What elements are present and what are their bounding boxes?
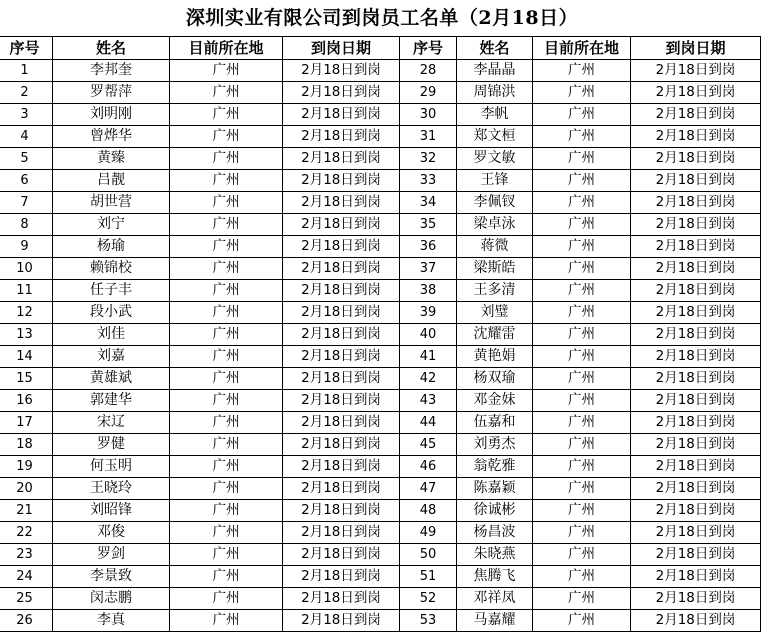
cell-no[interactable]: 45 xyxy=(400,434,457,456)
cell-no[interactable]: 51 xyxy=(400,566,457,588)
cell-location[interactable]: 广州 xyxy=(533,148,631,170)
cell-no[interactable]: 33 xyxy=(400,170,457,192)
cell-location[interactable]: 广州 xyxy=(170,412,283,434)
cell-date[interactable]: 2月18日到岗 xyxy=(631,412,761,434)
cell-location[interactable]: 广州 xyxy=(533,610,631,632)
cell-no[interactable]: 43 xyxy=(400,390,457,412)
cell-location[interactable]: 广州 xyxy=(170,478,283,500)
cell-name[interactable]: 蒋微 xyxy=(457,236,533,258)
cell-name[interactable]: 王锋 xyxy=(457,170,533,192)
cell-date[interactable]: 2月18日到岗 xyxy=(631,610,761,632)
cell-name[interactable]: 吕靓 xyxy=(53,170,170,192)
cell-no[interactable]: 38 xyxy=(400,280,457,302)
cell-location[interactable]: 广州 xyxy=(170,324,283,346)
table-row xyxy=(0,280,761,302)
cell-no[interactable]: 44 xyxy=(400,412,457,434)
cell-date[interactable]: 2月18日到岗 xyxy=(283,60,400,82)
cell-date[interactable]: 2月18日到岗 xyxy=(631,566,761,588)
cell-date[interactable]: 2月18日到岗 xyxy=(631,588,761,610)
cell-date[interactable]: 2月18日到岗 xyxy=(283,258,400,280)
cell-name[interactable]: 李邦奎 xyxy=(53,60,170,82)
cell-name[interactable]: 沈耀雷 xyxy=(457,324,533,346)
cell-date[interactable]: 2月18日到岗 xyxy=(283,82,400,104)
cell-no[interactable]: 46 xyxy=(400,456,457,478)
cell-location[interactable]: 广州 xyxy=(533,346,631,368)
table-row xyxy=(0,148,761,170)
cell-no[interactable]: 5 xyxy=(0,148,53,170)
cell-location[interactable]: 广州 xyxy=(533,236,631,258)
cell-location[interactable]: 广州 xyxy=(533,126,631,148)
cell-name[interactable]: 宋辽 xyxy=(53,412,170,434)
cell-no[interactable]: 18 xyxy=(0,434,53,456)
cell-no[interactable]: 16 xyxy=(0,390,53,412)
table-row xyxy=(0,104,761,126)
cell-no[interactable]: 12 xyxy=(0,302,53,324)
cell-date[interactable]: 2月18日到岗 xyxy=(283,368,400,390)
cell-no[interactable]: 7 xyxy=(0,192,53,214)
cell-no[interactable]: 8 xyxy=(0,214,53,236)
cell-name[interactable]: 刘勇杰 xyxy=(457,434,533,456)
cell-location[interactable]: 广州 xyxy=(533,368,631,390)
cell-no[interactable]: 47 xyxy=(400,478,457,500)
cell-no[interactable]: 30 xyxy=(400,104,457,126)
cell-date[interactable]: 2月18日到岗 xyxy=(283,566,400,588)
cell-name[interactable]: 邓俊 xyxy=(53,522,170,544)
cell-name[interactable]: 黄臻 xyxy=(53,148,170,170)
cell-location[interactable]: 广州 xyxy=(170,104,283,126)
table-row xyxy=(0,390,761,412)
table-row xyxy=(0,412,761,434)
cell-no[interactable]: 48 xyxy=(400,500,457,522)
header-cell-name[interactable]: 姓名 xyxy=(53,37,170,60)
header-cell-no-right[interactable]: 序号 xyxy=(400,37,457,60)
cell-name[interactable]: 赖锦校 xyxy=(53,258,170,280)
cell-location[interactable]: 广州 xyxy=(170,236,283,258)
table-row xyxy=(0,434,761,456)
table-row xyxy=(0,82,761,104)
cell-name[interactable]: 李帆 xyxy=(457,104,533,126)
header-cell-location-right[interactable]: 目前所在地 xyxy=(533,37,631,60)
cell-location[interactable]: 广州 xyxy=(170,346,283,368)
cell-name[interactable]: 段小武 xyxy=(53,302,170,324)
table-row xyxy=(0,566,761,588)
cell-date[interactable]: 2月18日到岗 xyxy=(283,104,400,126)
table-row xyxy=(0,456,761,478)
cell-date[interactable]: 2月18日到岗 xyxy=(631,434,761,456)
cell-no[interactable]: 36 xyxy=(400,236,457,258)
cell-no[interactable]: 3 xyxy=(0,104,53,126)
cell-location[interactable]: 广州 xyxy=(533,170,631,192)
cell-location[interactable]: 广州 xyxy=(533,214,631,236)
cell-date[interactable]: 2月18日到岗 xyxy=(631,500,761,522)
cell-location[interactable]: 广州 xyxy=(533,522,631,544)
cell-date[interactable]: 2月18日到岗 xyxy=(631,148,761,170)
cell-date[interactable]: 2月18日到岗 xyxy=(631,214,761,236)
cell-date[interactable]: 2月18日到岗 xyxy=(631,126,761,148)
cell-location[interactable]: 广州 xyxy=(533,544,631,566)
cell-date[interactable]: 2月18日到岗 xyxy=(631,82,761,104)
cell-date[interactable]: 2月18日到岗 xyxy=(631,280,761,302)
cell-name[interactable]: 郑文桓 xyxy=(457,126,533,148)
cell-name[interactable]: 刘璧 xyxy=(457,302,533,324)
cell-date[interactable]: 2月18日到岗 xyxy=(283,280,400,302)
cell-date[interactable]: 2月18日到岗 xyxy=(283,170,400,192)
cell-date[interactable]: 2月18日到岗 xyxy=(283,148,400,170)
table-row xyxy=(0,192,761,214)
cell-no[interactable]: 41 xyxy=(400,346,457,368)
cell-name[interactable]: 伍嘉和 xyxy=(457,412,533,434)
cell-location[interactable]: 广州 xyxy=(170,148,283,170)
cell-name[interactable]: 李晶晶 xyxy=(457,60,533,82)
cell-name[interactable]: 朱晓燕 xyxy=(457,544,533,566)
cell-location[interactable]: 广州 xyxy=(533,280,631,302)
cell-name[interactable]: 郭建华 xyxy=(53,390,170,412)
cell-no[interactable]: 32 xyxy=(400,148,457,170)
cell-location[interactable]: 广州 xyxy=(533,566,631,588)
cell-name[interactable]: 刘宁 xyxy=(53,214,170,236)
cell-location[interactable]: 广州 xyxy=(170,500,283,522)
cell-date[interactable]: 2月18日到岗 xyxy=(631,522,761,544)
cell-name[interactable]: 李佩钗 xyxy=(457,192,533,214)
cell-name[interactable]: 梁斯皓 xyxy=(457,258,533,280)
cell-no[interactable]: 14 xyxy=(0,346,53,368)
cell-date[interactable]: 2月18日到岗 xyxy=(631,236,761,258)
cell-location[interactable]: 广州 xyxy=(533,104,631,126)
cell-date[interactable]: 2月18日到岗 xyxy=(631,258,761,280)
cell-name[interactable]: 闵志鹏 xyxy=(53,588,170,610)
cell-date[interactable]: 2月18日到岗 xyxy=(283,522,400,544)
cell-date[interactable]: 2月18日到岗 xyxy=(631,544,761,566)
cell-name[interactable]: 杨昌波 xyxy=(457,522,533,544)
cell-name[interactable]: 罗健 xyxy=(53,434,170,456)
page-title: 深圳实业有限公司到岗员工名单（2月18日） xyxy=(185,7,579,29)
cell-no[interactable]: 25 xyxy=(0,588,53,610)
cell-date[interactable]: 2月18日到岗 xyxy=(283,500,400,522)
cell-no[interactable]: 4 xyxy=(0,126,53,148)
table-body xyxy=(0,60,761,632)
cell-location[interactable]: 广州 xyxy=(533,500,631,522)
cell-date[interactable]: 2月18日到岗 xyxy=(631,390,761,412)
cell-name[interactable]: 杨瑜 xyxy=(53,236,170,258)
cell-no[interactable]: 22 xyxy=(0,522,53,544)
table-row xyxy=(0,214,761,236)
table-row xyxy=(0,588,761,610)
cell-name[interactable]: 刘嘉 xyxy=(53,346,170,368)
cell-no[interactable]: 1 xyxy=(0,60,53,82)
cell-location[interactable]: 广州 xyxy=(170,214,283,236)
table-row xyxy=(0,522,761,544)
cell-no[interactable]: 42 xyxy=(400,368,457,390)
header-cell-no[interactable]: 序号 xyxy=(0,37,53,60)
cell-no[interactable]: 26 xyxy=(0,610,53,632)
table-row xyxy=(0,170,761,192)
cell-name[interactable]: 王多清 xyxy=(457,280,533,302)
header-cell-location[interactable]: 目前所在地 xyxy=(170,37,283,60)
table-row xyxy=(0,302,761,324)
cell-no[interactable]: 39 xyxy=(400,302,457,324)
cell-name[interactable]: 黄雄斌 xyxy=(53,368,170,390)
cell-name[interactable]: 翁乾雅 xyxy=(457,456,533,478)
cell-name[interactable]: 刘明刚 xyxy=(53,104,170,126)
cell-name[interactable]: 刘佳 xyxy=(53,324,170,346)
cell-location[interactable]: 广州 xyxy=(533,192,631,214)
cell-location[interactable]: 广州 xyxy=(170,566,283,588)
table-row xyxy=(0,544,761,566)
cell-location[interactable]: 广州 xyxy=(170,588,283,610)
cell-no[interactable]: 13 xyxy=(0,324,53,346)
cell-no[interactable]: 19 xyxy=(0,456,53,478)
cell-date[interactable]: 2月18日到岗 xyxy=(283,412,400,434)
cell-date[interactable]: 2月18日到岗 xyxy=(631,192,761,214)
cell-location[interactable]: 广州 xyxy=(170,258,283,280)
cell-location[interactable]: 广州 xyxy=(170,170,283,192)
cell-location[interactable]: 广州 xyxy=(533,82,631,104)
cell-location[interactable]: 广州 xyxy=(170,544,283,566)
cell-date[interactable]: 2月18日到岗 xyxy=(283,302,400,324)
cell-no[interactable]: 37 xyxy=(400,258,457,280)
cell-location[interactable]: 广州 xyxy=(170,434,283,456)
header-cell-date[interactable]: 到岗日期 xyxy=(283,37,400,60)
table-row xyxy=(0,368,761,390)
cell-date[interactable]: 2月18日到岗 xyxy=(283,610,400,632)
cell-date[interactable]: 2月18日到岗 xyxy=(631,170,761,192)
cell-date[interactable]: 2月18日到岗 xyxy=(631,346,761,368)
table-row xyxy=(0,258,761,280)
header-row xyxy=(0,37,761,60)
cell-date[interactable]: 2月18日到岗 xyxy=(283,324,400,346)
table-row xyxy=(0,500,761,522)
cell-no[interactable]: 24 xyxy=(0,566,53,588)
cell-name[interactable]: 罗帮萍 xyxy=(53,82,170,104)
cell-date[interactable]: 2月18日到岗 xyxy=(283,434,400,456)
cell-no[interactable]: 50 xyxy=(400,544,457,566)
cell-date[interactable]: 2月18日到岗 xyxy=(283,456,400,478)
table-row xyxy=(0,346,761,368)
cell-date[interactable]: 2月18日到岗 xyxy=(283,588,400,610)
cell-date[interactable]: 2月18日到岗 xyxy=(283,126,400,148)
cell-no[interactable]: 9 xyxy=(0,236,53,258)
cell-location[interactable]: 广州 xyxy=(170,368,283,390)
cell-date[interactable]: 2月18日到岗 xyxy=(631,104,761,126)
cell-date[interactable]: 2月18日到岗 xyxy=(631,60,761,82)
cell-name[interactable]: 罗文敏 xyxy=(457,148,533,170)
table-row xyxy=(0,60,761,82)
cell-location[interactable]: 广州 xyxy=(170,82,283,104)
table-row xyxy=(0,478,761,500)
cell-location[interactable]: 广州 xyxy=(170,610,283,632)
cell-date[interactable]: 2月18日到岗 xyxy=(631,302,761,324)
cell-location[interactable]: 广州 xyxy=(533,456,631,478)
cell-location[interactable]: 广州 xyxy=(170,302,283,324)
cell-date[interactable]: 2月18日到岗 xyxy=(631,324,761,346)
cell-name[interactable]: 焦腾飞 xyxy=(457,566,533,588)
cell-date[interactable]: 2月18日到岗 xyxy=(631,456,761,478)
cell-location[interactable]: 广州 xyxy=(533,302,631,324)
cell-location[interactable]: 广州 xyxy=(533,60,631,82)
cell-name[interactable]: 邓金妹 xyxy=(457,390,533,412)
cell-location[interactable]: 广州 xyxy=(533,478,631,500)
cell-location[interactable]: 广州 xyxy=(533,412,631,434)
cell-no[interactable]: 2 xyxy=(0,82,53,104)
cell-name[interactable]: 曾烨华 xyxy=(53,126,170,148)
cell-date[interactable]: 2月18日到岗 xyxy=(283,478,400,500)
cell-no[interactable]: 11 xyxy=(0,280,53,302)
cell-location[interactable]: 广州 xyxy=(170,390,283,412)
cell-no[interactable]: 15 xyxy=(0,368,53,390)
cell-date[interactable]: 2月18日到岗 xyxy=(283,214,400,236)
cell-name[interactable]: 罗剑 xyxy=(53,544,170,566)
cell-location[interactable]: 广州 xyxy=(533,324,631,346)
cell-date[interactable]: 2月18日到岗 xyxy=(283,192,400,214)
header-cell-name-right[interactable]: 姓名 xyxy=(457,37,533,60)
cell-no[interactable]: 49 xyxy=(400,522,457,544)
table-row xyxy=(0,126,761,148)
cell-location[interactable]: 广州 xyxy=(170,126,283,148)
cell-no[interactable]: 53 xyxy=(400,610,457,632)
cell-no[interactable]: 31 xyxy=(400,126,457,148)
cell-no[interactable]: 52 xyxy=(400,588,457,610)
cell-location[interactable]: 广州 xyxy=(170,280,283,302)
cell-name[interactable]: 周锦洪 xyxy=(457,82,533,104)
cell-name[interactable]: 刘昭锋 xyxy=(53,500,170,522)
cell-name[interactable]: 邓祥凤 xyxy=(457,588,533,610)
cell-no[interactable]: 40 xyxy=(400,324,457,346)
cell-location[interactable]: 广州 xyxy=(533,390,631,412)
cell-date[interactable]: 2月18日到岗 xyxy=(283,390,400,412)
cell-no[interactable]: 35 xyxy=(400,214,457,236)
cell-no[interactable]: 23 xyxy=(0,544,53,566)
cell-name[interactable]: 杨双瑜 xyxy=(457,368,533,390)
cell-name[interactable]: 李景致 xyxy=(53,566,170,588)
cell-name[interactable]: 李真 xyxy=(53,610,170,632)
table-row xyxy=(0,324,761,346)
cell-location[interactable]: 广州 xyxy=(170,456,283,478)
cell-date[interactable]: 2月18日到岗 xyxy=(283,346,400,368)
cell-no[interactable]: 6 xyxy=(0,170,53,192)
cell-no[interactable]: 29 xyxy=(400,82,457,104)
cell-no[interactable]: 17 xyxy=(0,412,53,434)
cell-name[interactable]: 何玉明 xyxy=(53,456,170,478)
cell-no[interactable]: 21 xyxy=(0,500,53,522)
cell-name[interactable]: 梁卓泳 xyxy=(457,214,533,236)
cell-name[interactable]: 陈嘉颖 xyxy=(457,478,533,500)
cell-name[interactable]: 王晓玲 xyxy=(53,478,170,500)
cell-location[interactable]: 广州 xyxy=(170,522,283,544)
cell-name[interactable]: 黄艳娟 xyxy=(457,346,533,368)
employee-table xyxy=(0,36,761,632)
cell-name[interactable]: 马嘉耀 xyxy=(457,610,533,632)
cell-no[interactable]: 28 xyxy=(400,60,457,82)
table-row xyxy=(0,610,761,632)
cell-location[interactable]: 广州 xyxy=(170,60,283,82)
cell-location[interactable]: 广州 xyxy=(170,192,283,214)
table-row xyxy=(0,236,761,258)
cell-no[interactable]: 34 xyxy=(400,192,457,214)
cell-date[interactable]: 2月18日到岗 xyxy=(631,478,761,500)
cell-name[interactable]: 任子丰 xyxy=(53,280,170,302)
header-cell-date-right[interactable]: 到岗日期 xyxy=(631,37,761,60)
cell-name[interactable]: 胡世营 xyxy=(53,192,170,214)
cell-location[interactable]: 广州 xyxy=(533,434,631,456)
cell-name[interactable]: 徐诚彬 xyxy=(457,500,533,522)
cell-date[interactable]: 2月18日到岗 xyxy=(631,368,761,390)
cell-date[interactable]: 2月18日到岗 xyxy=(283,544,400,566)
cell-location[interactable]: 广州 xyxy=(533,258,631,280)
cell-no[interactable]: 20 xyxy=(0,478,53,500)
cell-date[interactable]: 2月18日到岗 xyxy=(283,236,400,258)
cell-location[interactable]: 广州 xyxy=(533,588,631,610)
cell-no[interactable]: 10 xyxy=(0,258,53,280)
